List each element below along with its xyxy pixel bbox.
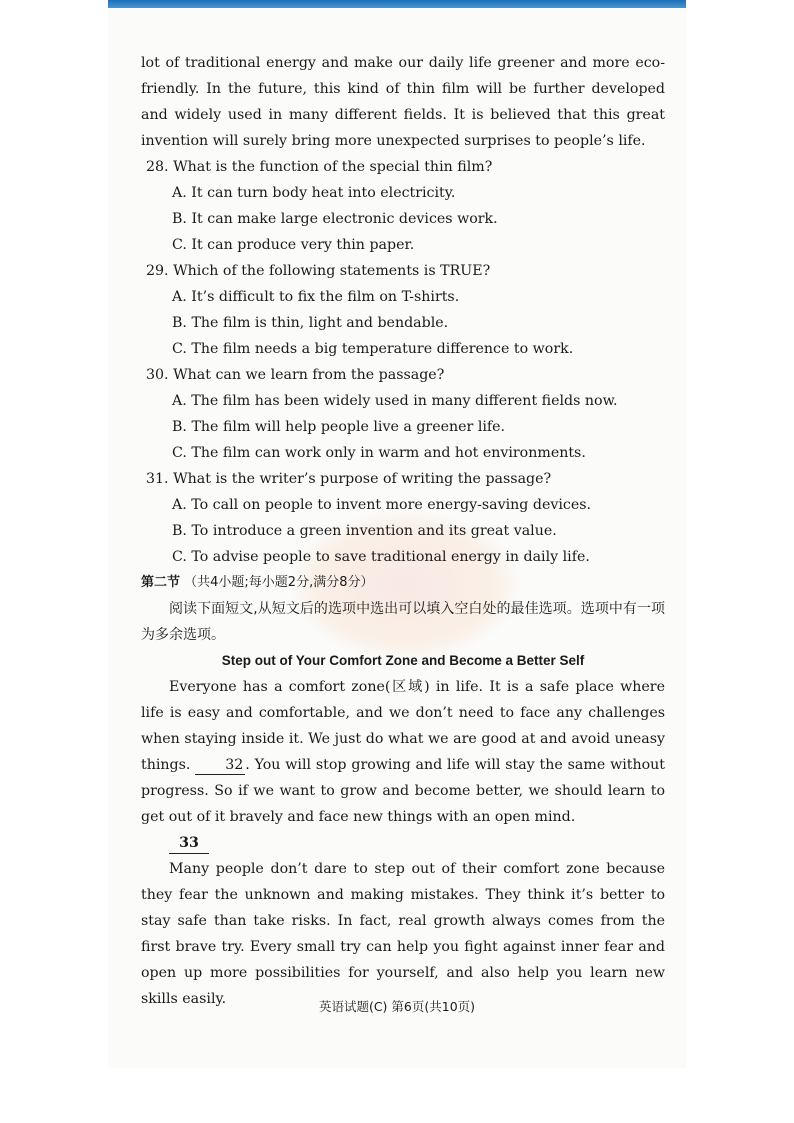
question-28 [141, 154, 665, 258]
option-a: A. It can turn body heat into electricity. [172, 185, 456, 201]
article-title: Step out of Your Comfort Zone and Become a Better Self [221, 653, 585, 668]
blank-33: 33 [169, 833, 209, 854]
passage-ending: lot of traditional energy and make our daily life greener and more eco-friendly. In the future, this kind of thin film will be further developed and widely used in many different fields. It is believed that this great invention will surely bring more unexpected surprises to people’s life. [141, 55, 665, 149]
option-c: C. The film can work only in warm and hot environments. [172, 445, 586, 461]
section-info: （共4小题;每小题2分,满分8分） [184, 575, 374, 590]
blank-32: 32 [195, 756, 245, 775]
option-c: C. To advise people to save traditional energy in daily life. [172, 549, 590, 565]
option-b: B. The film is thin, light and bendable. [172, 315, 449, 331]
option-a: A. To call on people to invent more energy-saving devices. [172, 497, 592, 513]
section-label: 第二节 [141, 575, 181, 590]
section-instructions: 阅读下面短文,从短文后的选项中选出可以填入空白处的最佳选项。选项中有一项为多余选项。 [141, 601, 665, 643]
article-paragraph-2: Many people don’t dare to step out of their comfort zone because they fear the unknown and making mistakes. They think it’s better to stay safe than take risks. In fact, real growth always comes from the first brave try. Every small try can help you fight against inner fear and open up more possibilities for yourself, and also help you learn new skills easily. [141, 861, 665, 1007]
option-b: B. To introduce a green invention and its great value. [172, 523, 557, 539]
question-31 [141, 466, 665, 570]
option-c: C. It can produce very thin paper. [172, 237, 415, 253]
section-header [141, 570, 665, 596]
option-b: B. It can make large electronic devices work. [172, 211, 498, 227]
article-paragraph-1 [141, 674, 665, 830]
question-stem: 28. What is the function of the special thin film? [146, 159, 493, 175]
question-29 [141, 258, 665, 362]
page-content [141, 50, 665, 1012]
paragraph-text: . You will stop growing and life will stay the same without progress. So if we want to grow and become better, we should learn to get out of it bravely and face new things with an open mind. [141, 757, 665, 825]
blank-33-line [141, 830, 665, 856]
option-b: B. The film will help people live a greener life. [172, 419, 506, 435]
question-30 [141, 362, 665, 466]
top-border-bar [108, 0, 686, 8]
option-c: C. The film needs a big temperature difference to work. [172, 341, 574, 357]
question-stem: 30. What can we learn from the passage? [146, 367, 445, 383]
option-a: A. It’s difficult to fix the film on T-shirts. [172, 289, 460, 305]
question-stem: 31. What is the writer’s purpose of writing the passage? [146, 471, 552, 487]
page-footer: 英语试题(C) 第6页(共10页) [318, 999, 476, 1014]
paragraph-text: Everyone has a comfort zone(区域) in life. It is a safe place where life is easy and comfortable, and we don’t need to face any challenges when staying inside it. We just do what we are good at and avoid uneasy things. [141, 679, 665, 773]
question-stem: 29. Which of the following statements is TRUE? [146, 263, 491, 279]
option-a: A. The film has been widely used in many different fields now. [172, 393, 618, 409]
